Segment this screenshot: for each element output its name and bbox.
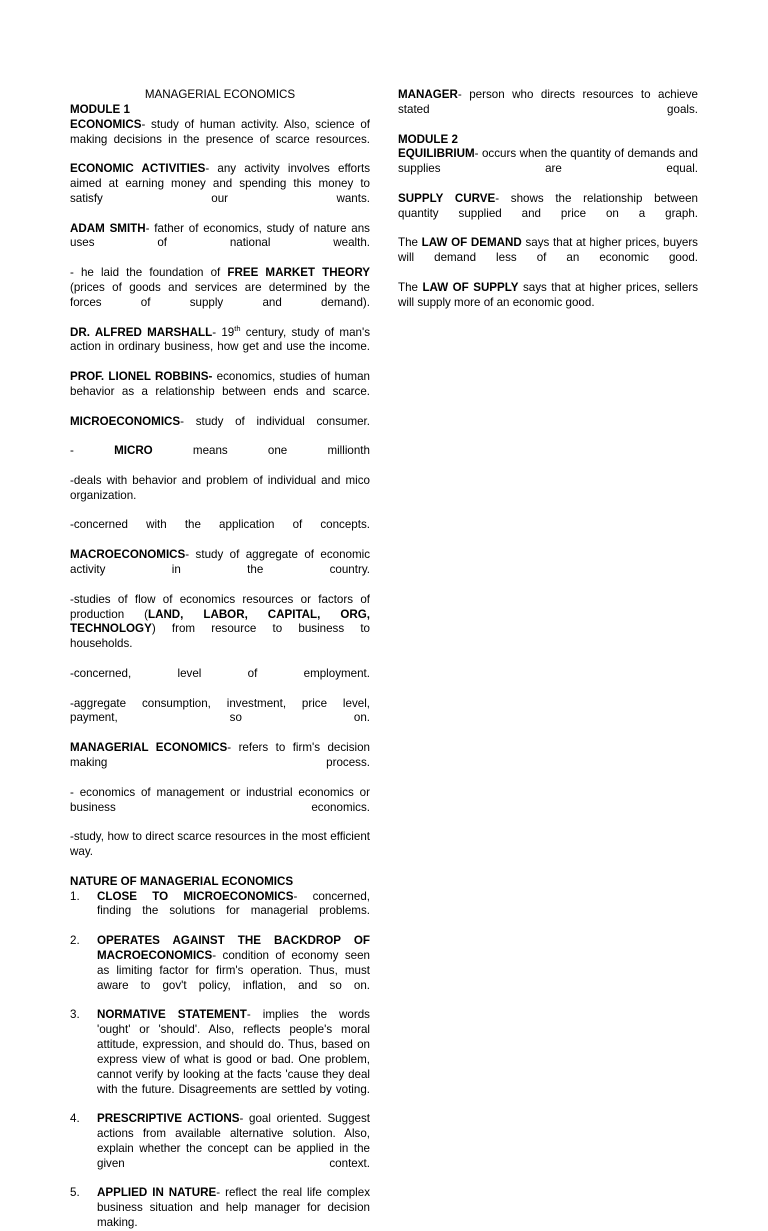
macro-aggregate (70, 697, 370, 742)
module-2-heading: MODULE 2 (398, 132, 458, 146)
list-item (70, 1112, 370, 1186)
text: of goods and services are determined by the forces of (70, 280, 370, 309)
text: The (398, 236, 422, 250)
list-item (70, 1186, 370, 1231)
term: ECONOMIC ACTIVITIES (70, 162, 206, 176)
left-column (70, 88, 370, 1231)
micro-deals (70, 474, 370, 519)
term: OPERATES AGAINST THE BACKDROP OF (97, 934, 370, 948)
nature-heading: NATURE OF MANAGERIAL ECONOMICS (70, 874, 294, 888)
text: making. (97, 1216, 138, 1230)
text: - (70, 444, 115, 458)
micro-meaning (70, 444, 370, 474)
text: production (70, 607, 125, 621)
definition-microeconomics (70, 415, 370, 445)
definition-manager (398, 88, 698, 133)
text: supply and demand). (189, 295, 370, 309)
definition-law-of-demand (398, 236, 698, 281)
text: economics, studies of human (212, 370, 370, 384)
text: -studies of flow of economics resources or factors of (70, 592, 370, 606)
list-item-body (97, 1186, 370, 1231)
text: - study of aggregate of economic (185, 548, 370, 562)
text: says that at higher prices, buyers (521, 236, 698, 250)
text: organization. (70, 488, 137, 502)
text: behavior as a relationship between ends and scarce. (70, 384, 370, 398)
text: action in ordinary business, how get and use the income. (70, 340, 370, 354)
right-column (398, 88, 698, 311)
list-item-body (97, 890, 370, 935)
managerial-study (70, 830, 370, 875)
term: FREE MARKET THEORY (227, 266, 370, 280)
definition-alfred-marshall (70, 323, 370, 371)
text: - study of individual consumer. (180, 414, 370, 428)
nature-list (70, 890, 370, 1231)
free-market-theory (70, 266, 370, 325)
list-number: 1. (70, 889, 80, 903)
text: -deals with behavior and problem of individual and mico (70, 473, 370, 487)
term: APPLIED IN NATURE (97, 1186, 217, 1200)
text: - person who directs resources to achieve (457, 88, 698, 101)
text: - reflect the real life complex (216, 1186, 371, 1200)
text: - implies the words (246, 1008, 370, 1022)
superscript: th (234, 323, 241, 333)
term: MACROECONOMICS (97, 948, 213, 962)
term: DR. ALFRED MARSHALL (70, 325, 213, 339)
text: stated goals. (398, 102, 698, 116)
macro-flow (70, 593, 370, 667)
text: says that at higher prices, sellers (518, 280, 698, 294)
text: The (398, 280, 423, 294)
term: LAND, (147, 607, 184, 621)
definition-economics (70, 118, 370, 163)
list-number: 3. (70, 1008, 80, 1022)
text: 'ought' or 'should'. Also, reflects people's moral (97, 1023, 370, 1037)
text: - economics of management or industrial economics or (70, 785, 370, 799)
text: voting. (335, 1082, 370, 1096)
text: will demand less of an economic good. (398, 251, 698, 265)
micro-concerned (70, 518, 370, 548)
term: ADAM SMITH (70, 221, 146, 235)
text: - any activity involves efforts (205, 162, 371, 176)
text: the solutions for managerial problems. (142, 904, 370, 918)
list-item-body (97, 1112, 370, 1186)
term: MANAGERIAL ECONOMICS (70, 741, 228, 755)
term: MANAGER (398, 88, 458, 101)
text: -study, how to direct scarce resources in the most (70, 830, 327, 844)
term: CAPITAL, (267, 607, 321, 621)
term: SUPPLY CURVE (398, 191, 496, 205)
text: - refers to firm's decision (227, 741, 370, 755)
text: and supplies are equal. (398, 147, 698, 176)
text: deal with the future. Disagreements are settled by (97, 1067, 370, 1096)
term: LAW OF DEMAND (421, 236, 522, 250)
term: MICRO (114, 444, 153, 458)
term: NORMATIVE STATEMENT (97, 1008, 247, 1022)
text: - shows the relationship between (495, 191, 698, 205)
text: given context. (97, 1156, 370, 1170)
definition-supply-curve (398, 192, 698, 237)
text: making decisions in the presence of scarce resources. (70, 132, 370, 146)
definition-lionel-robbins (70, 370, 370, 415)
text: satisfy our wants. (70, 191, 370, 205)
text: aimed at earning money and spending this money to (70, 177, 370, 191)
text-line (70, 622, 370, 652)
term: TECHNOLOGY (70, 622, 152, 636)
text: -concerned with the application of concepts. (70, 518, 370, 532)
macro-employment (70, 667, 370, 697)
managerial-economics-of-management (70, 786, 370, 831)
text: ) from resource to business to households. (70, 622, 370, 651)
text: ( (144, 607, 148, 621)
list-item (70, 890, 370, 935)
term: CLOSE TO MICROECONOMICS (97, 889, 294, 903)
list-item-body (97, 934, 370, 1008)
text: making process. (70, 755, 370, 769)
text: -concerned, level of employment. (70, 666, 370, 680)
definition-law-of-supply (398, 281, 698, 311)
list-number: 4. (70, 1112, 80, 1126)
term: ECONOMICS (70, 117, 142, 131)
term: LABOR, (203, 607, 248, 621)
term: PROF. LIONEL ROBBINS- (70, 370, 213, 384)
text: - study of human activity. Also, science of (141, 117, 370, 131)
text-line (70, 608, 370, 623)
definition-adam-smith (70, 222, 370, 267)
text: - 19 (212, 325, 235, 339)
definition-managerial-economics (70, 741, 370, 786)
list-number: 2. (70, 934, 80, 948)
text: business economics. (70, 800, 370, 814)
text: limiting factor for firm's operation. Thus, must (116, 963, 370, 977)
list-item (70, 934, 370, 1008)
definition-macroeconomics (70, 548, 370, 593)
text: actions from available alternative solution. Also, (97, 1127, 370, 1141)
text: - father of economics, study of nature ans (145, 221, 370, 235)
text: - he laid the foundation of (70, 266, 228, 280)
text: - condition of economy seen as (97, 948, 370, 977)
term: LAW OF SUPPLY (422, 280, 519, 294)
list-number: 5. (70, 1186, 80, 1200)
term: MACROECONOMICS (70, 548, 186, 562)
text: - concerned, finding (97, 889, 370, 918)
text: century, study of man's (240, 325, 370, 339)
text: (prices (70, 280, 105, 294)
text: uses of national wealth. (70, 236, 370, 250)
text: cannot verify by looking at the facts 'cause they (97, 1067, 345, 1081)
text: means one millionth (152, 444, 370, 458)
text: - occurs when the quantity of demands (474, 147, 676, 161)
term: PRESCRIPTIVE ACTIONS (97, 1112, 240, 1126)
text: payment, so on. (70, 711, 370, 725)
definition-equilibrium (398, 147, 698, 192)
term: ORG, (340, 607, 370, 621)
definition-economic-activities (70, 162, 370, 221)
text: aware to gov't policy, inflation, and so on. (97, 978, 370, 992)
text: activity in the country. (70, 563, 370, 576)
term: EQUILIBRIUM (398, 147, 475, 161)
text: attitude, expression, and should do. Thus, based on (97, 1038, 370, 1051)
text: will supply more of an economic good. (398, 295, 595, 309)
text: -aggregate consumption, investment, price level, (70, 696, 370, 710)
text: business situation and help manager for decision (97, 1201, 370, 1215)
text: - goal oriented. Suggest (239, 1112, 370, 1126)
text: quantity supplied and price on a graph. (398, 206, 698, 220)
term: MICROECONOMICS (70, 414, 181, 428)
module-1-heading: MODULE 1 (70, 102, 130, 116)
text: efficient way. (70, 830, 370, 859)
document-title: MANAGERIAL ECONOMICS (144, 88, 296, 101)
text: express view of what is good or bad. One problem, (97, 1052, 370, 1066)
text: explain whether the concept can be applied in the (97, 1141, 370, 1155)
